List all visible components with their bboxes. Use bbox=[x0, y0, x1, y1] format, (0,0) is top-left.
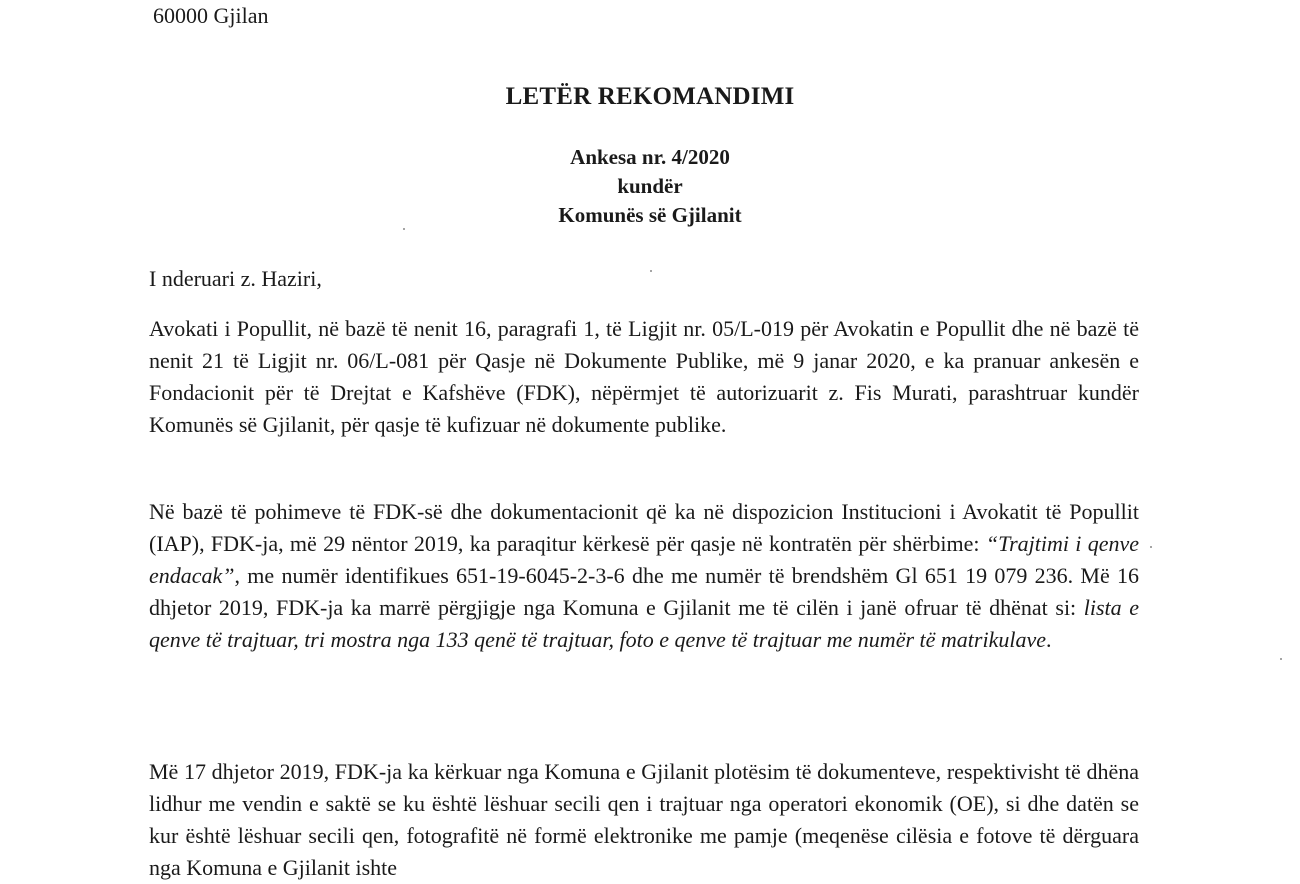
subject-line-1: Ankesa nr. 4/2020 bbox=[570, 145, 730, 169]
paragraph-2-italic-b: lista e qenve të trajtuar, tri mostra nga 133 qenë të trajtuar, foto e qenve të trajtuar me numër të matrikulave bbox=[149, 595, 1139, 652]
salutation: I nderuari z. Haziri, bbox=[149, 266, 322, 291]
subject-line-3: Komunës së Gjilanit bbox=[558, 203, 742, 227]
subject-block bbox=[0, 143, 1300, 230]
paragraph-2-text-b: , me numër identifikues 651-19-6045-2-3-6 dhe me numër të brendshëm Gl 651 19 079 236. Më 16 dhjetor 2019, FDK-ja ka marrë përgjigje nga Komuna e Gjilanit me të cilën i janë ofruar të dhënat si: bbox=[149, 563, 1139, 620]
paragraph-1: Avokati i Popullit, në bazë të nenit 16, paragrafi 1, të Ligjit nr. 05/L-019 për Avokatin e Popullit dhe në bazë të nenit 21 të Ligjit nr. 06/L-081 për Qasje në Dokumente Publike, më 9 janar 2020, e ka pranuar ankesën e Fondacionit për të Drejtat e Kafshëve (FDK), nëpërmjet të autorizuarit z. Fis Murati, parashtruar kundër Komunës së Gjilanit, për qasje të kufizuar në dokumente publike. bbox=[149, 316, 1139, 437]
paragraph-2-italic-a: “Trajtimi i qenve endacak” bbox=[149, 531, 1140, 588]
address-line: 60000 Gjilan bbox=[153, 3, 269, 28]
scan-speck bbox=[403, 228, 405, 230]
subject-line-2: kundër bbox=[617, 174, 683, 198]
letter-title: LETËR REKOMANDIMI bbox=[505, 83, 795, 110]
scan-speck bbox=[650, 270, 652, 272]
paragraph-2-text-a: Në bazë të pohimeve të FDK-së dhe dokumentacionit që ka në dispozicion Institucioni i Avokatit të Popullit (IAP), FDK-ja, më 29 nëntor 2019, ka paraqitur kërkesë për qasje në kontratën për shërbime: bbox=[149, 499, 1139, 556]
paragraph-2-text-c: . bbox=[1045, 627, 1052, 652]
paragraph-3: Më 17 dhjetor 2019, FDK-ja ka kërkuar nga Komuna e Gjilanit plotësim të dokumenteve, respektivisht të dhëna lidhur me vendin e saktë se ku është lëshuar secili qen i trajtuar nga operatori ekonomik (OE), si dhe datën se kur është lëshuar secili qen, fotografitë në formë elektronike me pamje (meqenëse cilësia e fotove të dërguara nga Komuna e Gjilanit ishte bbox=[149, 759, 1139, 880]
scan-speck bbox=[1280, 658, 1282, 660]
paragraph-2 bbox=[149, 496, 1139, 656]
scan-speck bbox=[1150, 546, 1152, 548]
